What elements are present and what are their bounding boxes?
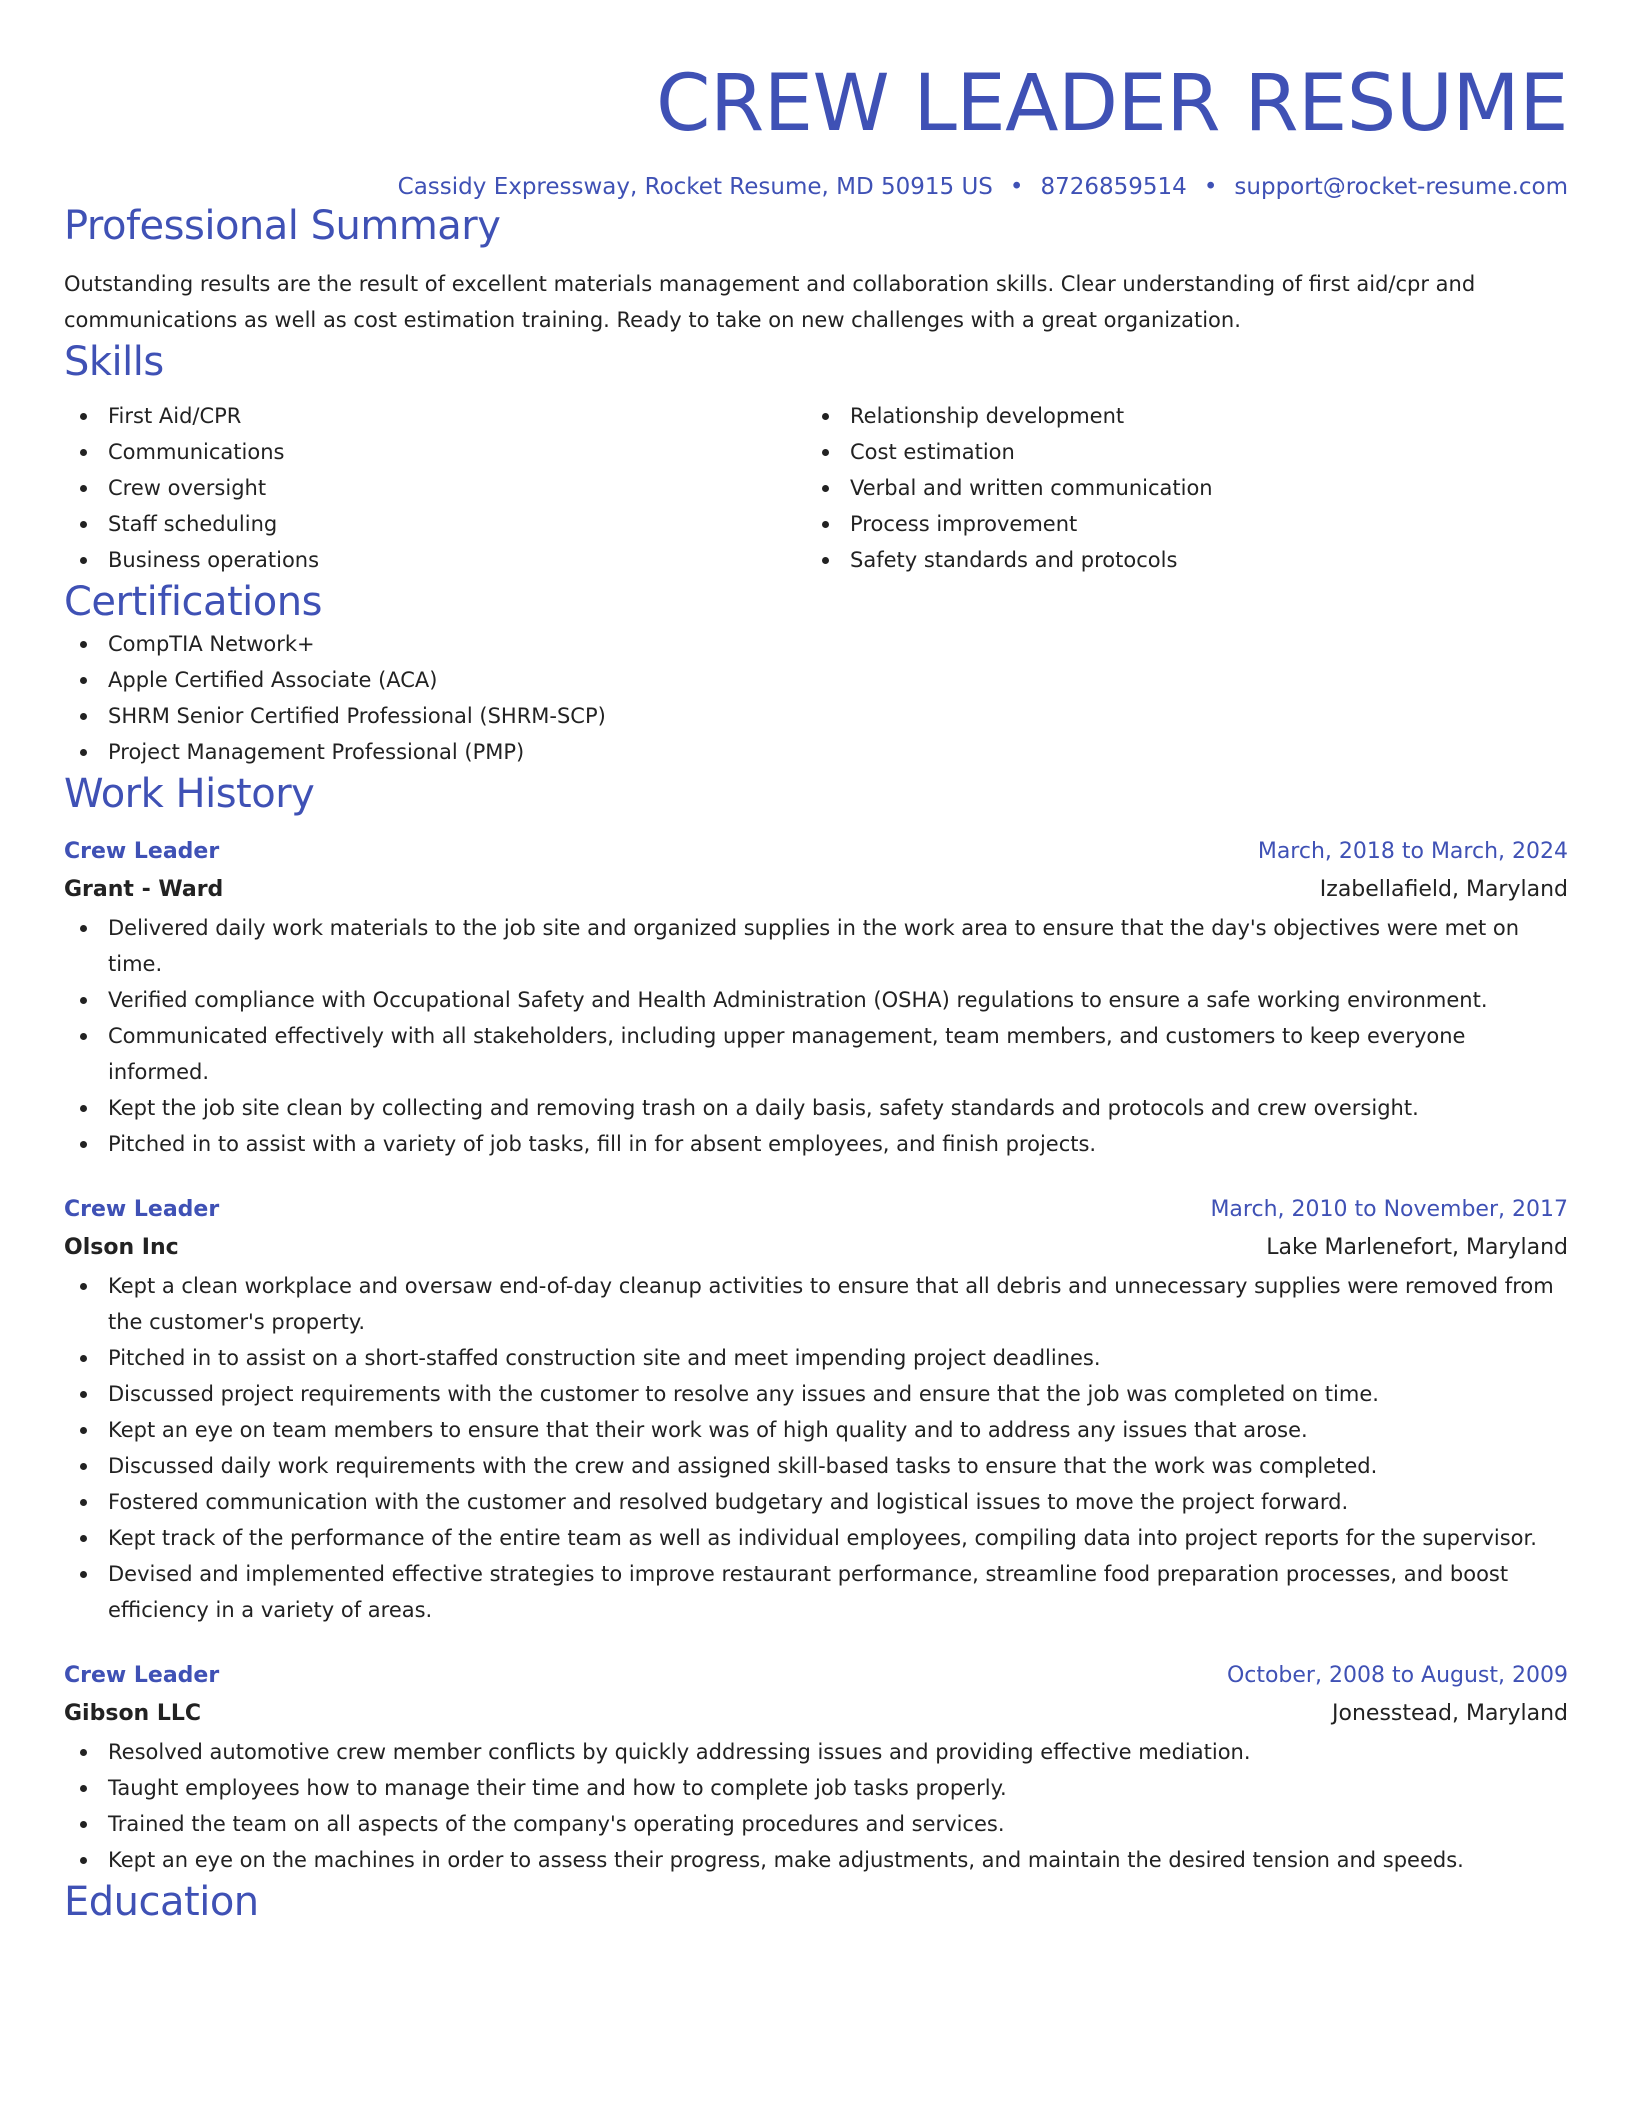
skill-item: Communications	[64, 434, 806, 470]
certifications-list	[64, 626, 1568, 770]
section-heading-education: Education	[64, 1879, 259, 1925]
skills-column-right	[806, 398, 1548, 578]
job-company: Grant - Ward	[64, 877, 224, 902]
skills-grid	[64, 398, 1568, 578]
skill-item: Process improvement	[806, 506, 1548, 542]
job-duty-item: Discussed daily work requirements with the crew and assigned skill-based tasks to ensure that the work was completed.	[64, 1448, 1568, 1484]
job-header-row	[64, 1658, 1568, 1694]
job-duty-item: Devised and implemented effective strategies to improve restaurant performance, streamline food preparation processes, and boost efficiency in a variety of areas.	[64, 1556, 1568, 1628]
job-duty-item: Communicated effectively with all stakeholders, including upper management, team members, and customers to keep everyone informed.	[64, 1018, 1568, 1090]
skill-item: Relationship development	[806, 398, 1548, 434]
job-title: Crew Leader	[64, 1663, 220, 1688]
job-location: Jonesstead, Maryland	[1332, 1701, 1568, 1726]
job-duty-item: Kept an eye on the machines in order to assess their progress, make adjustments, and maintain the desired tension and speeds.	[64, 1842, 1568, 1878]
contact-separator: •	[1203, 174, 1218, 200]
job-dates: March, 2018 to March, 2024	[1257, 839, 1568, 864]
skill-item: Verbal and written communication	[806, 470, 1548, 506]
job-duty-item: Kept a clean workplace and oversaw end-of-day cleanup activities to ensure that all debris and unnecessary supplies were removed from the customer's property.	[64, 1268, 1568, 1340]
contact-address: Cassidy Expressway, Rocket Resume, MD 50915 US	[397, 174, 993, 200]
certification-item: SHRM Senior Certified Professional (SHRM-SCP)	[64, 698, 1568, 734]
job-header-row	[64, 1192, 1568, 1228]
section-heading-skills: Skills	[64, 339, 164, 385]
job-duty-item: Kept an eye on team members to ensure that their work was of high quality and to address any issues that arose.	[64, 1412, 1568, 1448]
job-header-row	[64, 834, 1568, 870]
resume-page	[64, 0, 1568, 1926]
job-title: Crew Leader	[64, 1197, 220, 1222]
job-duty-item: Fostered communication with the customer and resolved budgetary and logistical issues to move the project forward.	[64, 1484, 1568, 1520]
job-employer-row	[64, 870, 1568, 910]
job-duty-item: Pitched in to assist on a short-staffed construction site and meet impending project deadlines.	[64, 1340, 1568, 1376]
job-location: Lake Marlenefort, Maryland	[1266, 1235, 1568, 1260]
job-duty-item: Pitched in to assist with a variety of job tasks, fill in for absent employees, and finish projects.	[64, 1126, 1568, 1162]
section-heading-certifications: Certifications	[64, 579, 322, 625]
job-duty-item: Kept the job site clean by collecting and removing trash on a daily basis, safety standards and protocols and crew oversight.	[64, 1090, 1568, 1126]
summary-paragraph: Outstanding results are the result of excellent materials management and collaboration skills. Clear understanding of first aid/cpr and communications as well as cost estimation training. Ready to take on new challenges with a great organization.	[64, 272, 1476, 332]
skill-item: First Aid/CPR	[64, 398, 806, 434]
skills-list-left	[64, 398, 806, 578]
job-duties-list	[64, 910, 1568, 1162]
job-location: Izabellafield, Maryland	[1319, 877, 1568, 902]
job-duty-item: Kept track of the performance of the entire team as well as individual employees, compiling data into project reports for the supervisor.	[64, 1520, 1568, 1556]
section-heading-work-history: Work History	[64, 771, 315, 817]
skills-column-left	[64, 398, 806, 578]
job-company: Gibson LLC	[64, 1701, 202, 1726]
skill-item: Business operations	[64, 542, 806, 578]
job-employer-row	[64, 1228, 1568, 1268]
certification-item: Project Management Professional (PMP)	[64, 734, 1568, 770]
job-duty-item: Verified compliance with Occupational Safety and Health Administration (OSHA) regulations to ensure a safe working environment.	[64, 982, 1568, 1018]
job-duty-item: Trained the team on all aspects of the company's operating procedures and services.	[64, 1806, 1568, 1842]
job-dates: October, 2008 to August, 2009	[1226, 1663, 1568, 1688]
section-heading-summary: Professional Summary	[64, 203, 501, 249]
job-duties-list	[64, 1268, 1568, 1628]
skill-item: Staff scheduling	[64, 506, 806, 542]
certification-item: CompTIA Network+	[64, 626, 1568, 662]
job-dates: March, 2010 to November, 2017	[1210, 1197, 1568, 1222]
contact-line	[64, 172, 1568, 202]
job-entry	[64, 1658, 1568, 1878]
skill-item: Cost estimation	[806, 434, 1548, 470]
contact-email-link[interactable]: support@rocket-resume.com	[1234, 174, 1568, 200]
skill-item: Crew oversight	[64, 470, 806, 506]
job-duty-item: Taught employees how to manage their time and how to complete job tasks properly.	[64, 1770, 1568, 1806]
job-duties-list	[64, 1734, 1568, 1878]
contact-phone[interactable]: 8726859514	[1040, 174, 1187, 200]
job-entry	[64, 1192, 1568, 1628]
job-duty-item: Resolved automotive crew member conflicts by quickly addressing issues and providing effective mediation.	[64, 1734, 1568, 1770]
job-duty-item: Discussed project requirements with the customer to resolve any issues and ensure that the job was completed on time.	[64, 1376, 1568, 1412]
job-duty-item: Delivered daily work materials to the job site and organized supplies in the work area to ensure that the day's objectives were met on time.	[64, 910, 1568, 982]
job-title: Crew Leader	[64, 839, 220, 864]
resume-title: CREW LEADER RESUME	[656, 59, 1568, 149]
skills-list-right	[806, 398, 1548, 578]
job-company: Olson Inc	[64, 1235, 179, 1260]
job-employer-row	[64, 1694, 1568, 1734]
contact-separator: •	[1009, 174, 1024, 200]
certification-item: Apple Certified Associate (ACA)	[64, 662, 1568, 698]
job-entry	[64, 834, 1568, 1162]
skill-item: Safety standards and protocols	[806, 542, 1548, 578]
